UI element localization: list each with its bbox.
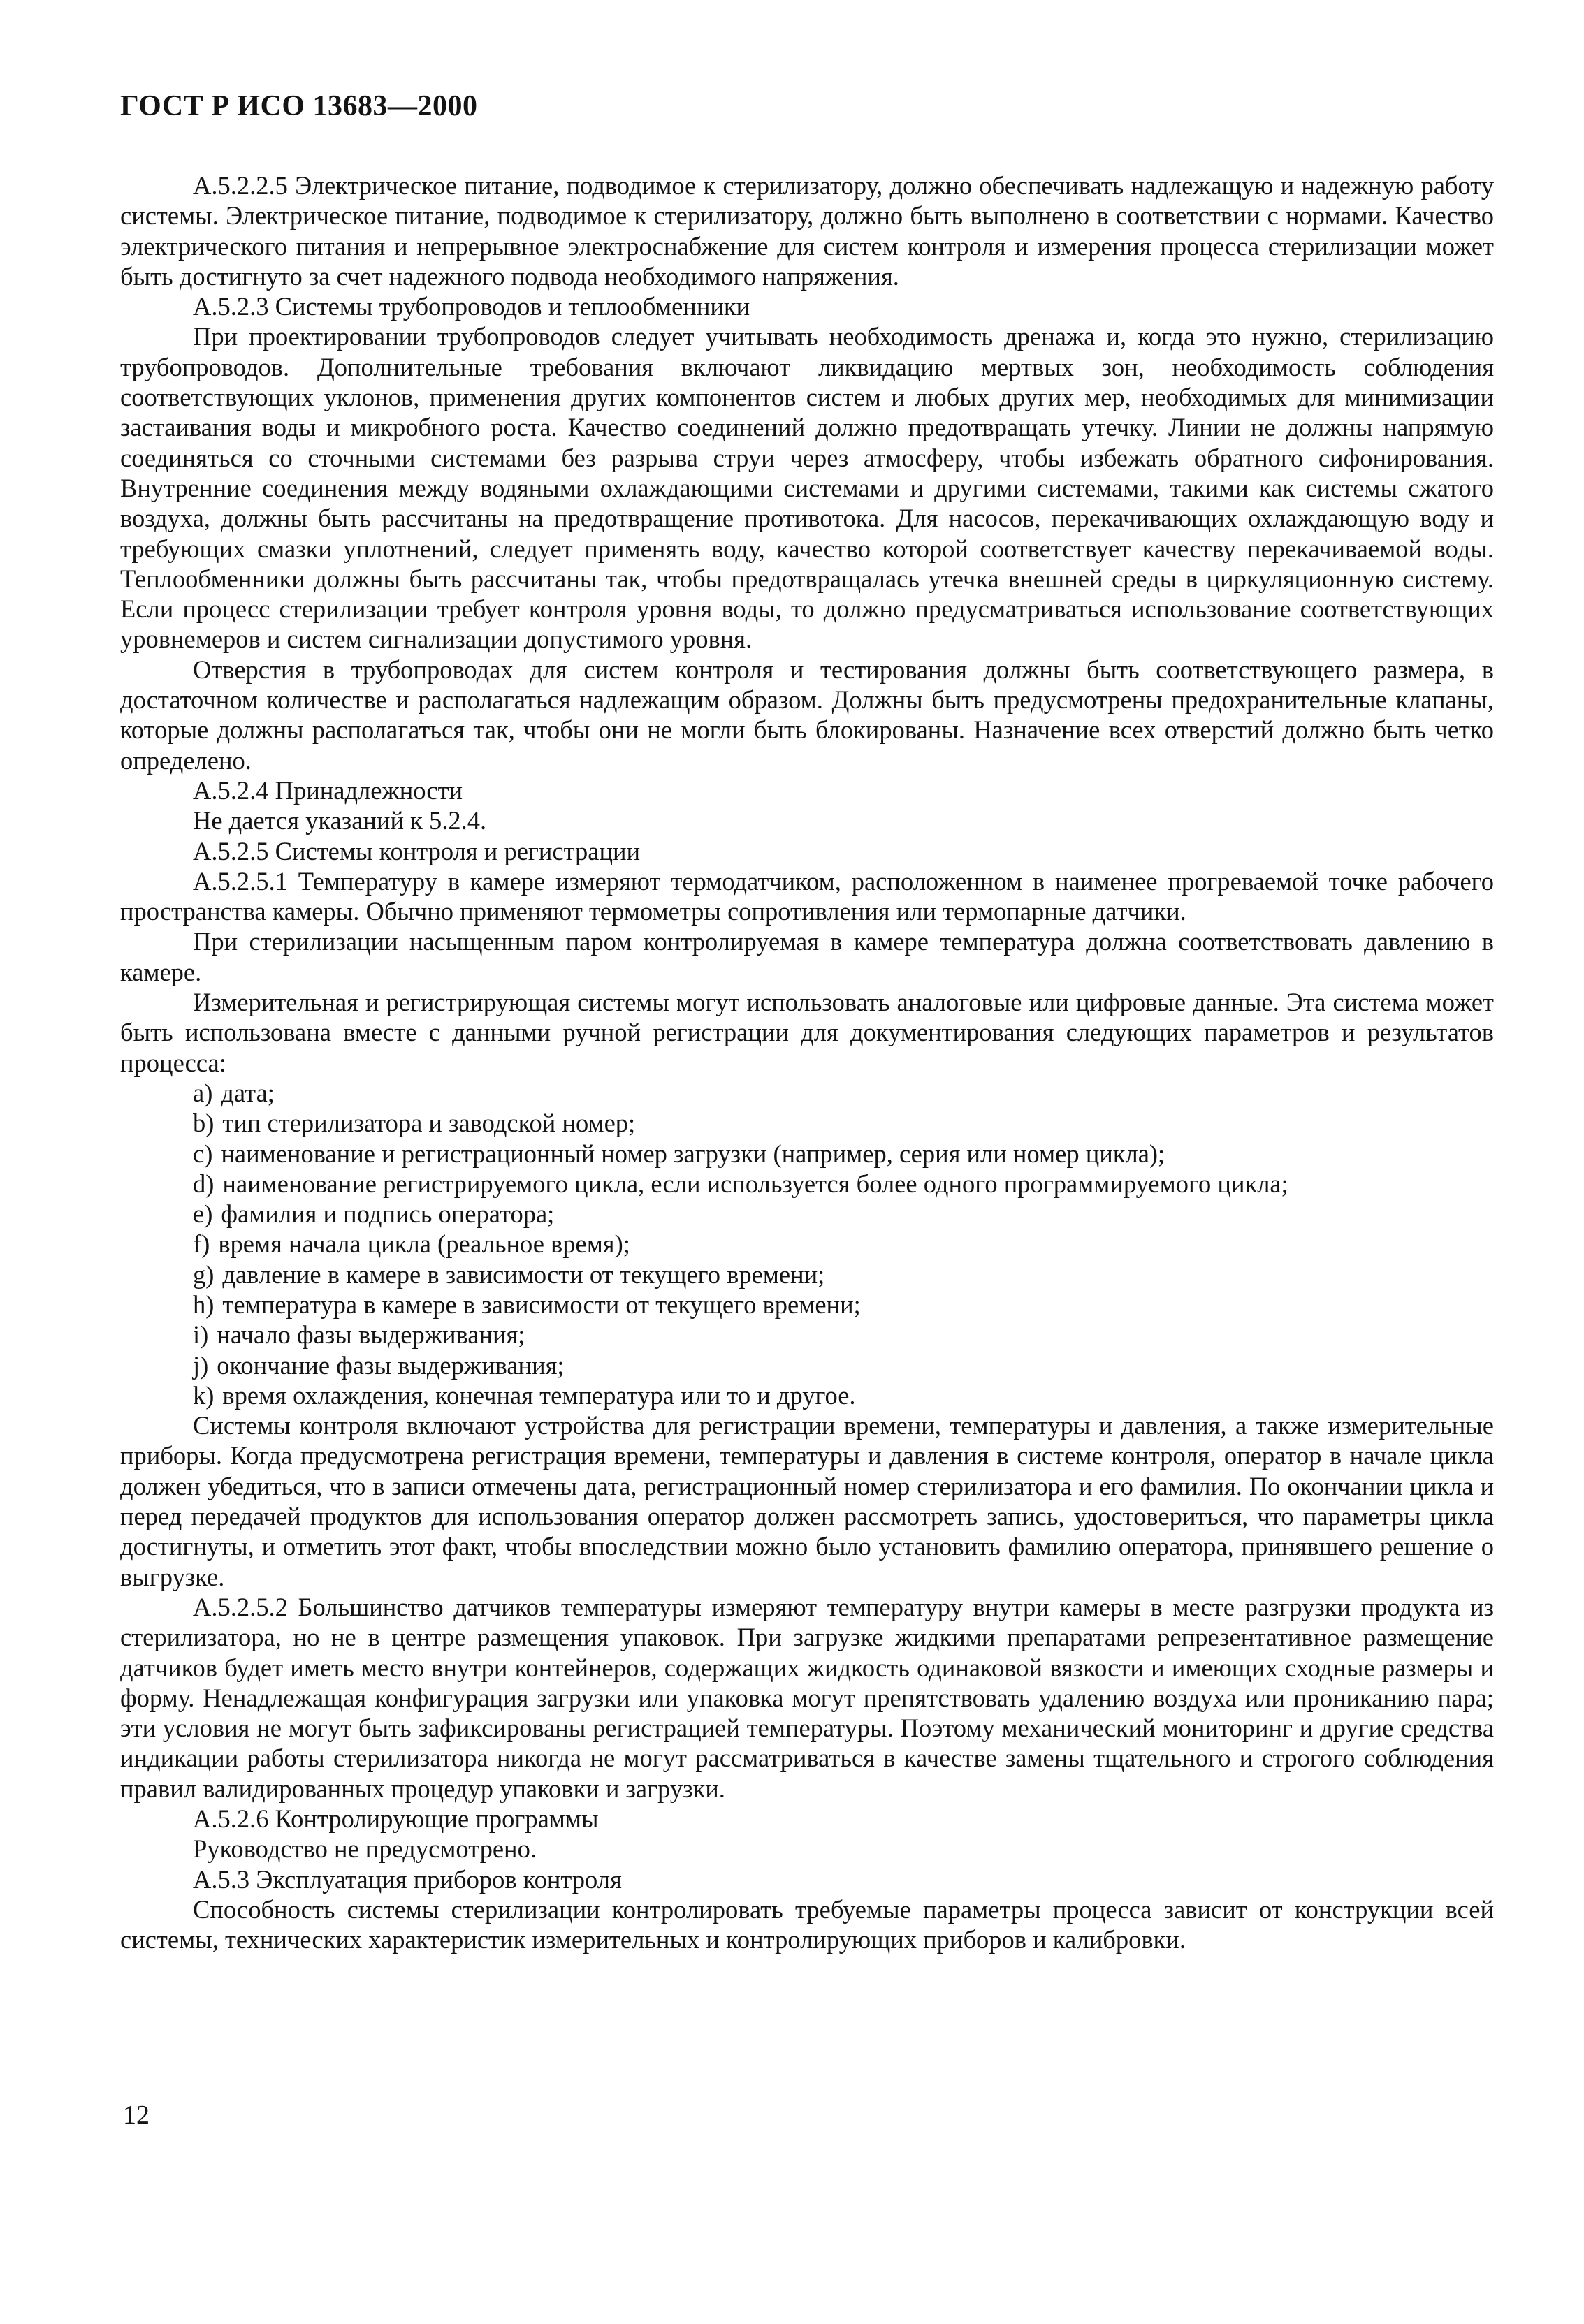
list-item-label: j)	[193, 1350, 209, 1380]
list-item-label: g)	[193, 1259, 215, 1289]
list-item-text: наименование и регистрационный номер загрузки (например, серия или номер цикла);	[221, 1139, 1165, 1168]
paragraphs-after-list	[120, 1410, 1494, 1954]
list-item-text: тип стерилизатора и заводской номер;	[222, 1109, 636, 1138]
list-item-label: c)	[193, 1139, 213, 1168]
list-item-text: дата;	[221, 1078, 275, 1107]
parameter-list	[120, 1078, 1494, 1410]
list-item	[120, 1169, 1494, 1199]
document-body	[120, 170, 1494, 1955]
paragraph: А.5.2.2.5 Электрическое питание, подводимое к стерилизатору, должно обеспечивать надлежащую и надежную работу системы. Электрическое питание, подводимое к стерилизатору, должно быть выполнено в соответствии с нормами. Качество электрического питания и непрерывное электроснабжение для систем контроля и измерения процесса стерилизации может быть достигнуто за счет надежного подвода необходимого напряжения.	[120, 171, 1494, 291]
list-item-label: a)	[193, 1078, 213, 1107]
section-heading: А.5.2.6 Контролирующие программы	[193, 1804, 599, 1834]
list-item-text: окончание фазы выдерживания;	[217, 1350, 565, 1380]
paragraph: Способность системы стерилизации контролировать требуемые параметры процесса зависит от конструкции всей системы, технических характеристик измерительных и контролирующих приборов и калибровки.	[120, 1894, 1494, 1954]
list-item	[120, 1229, 1494, 1259]
section-heading: А.5.2.4 Принадлежности	[193, 775, 463, 805]
list-item	[120, 1380, 1494, 1410]
page-number: 12	[123, 2100, 150, 2130]
list-item-label: d)	[193, 1169, 215, 1198]
paragraph: Не дается указаний к 5.2.4.	[193, 806, 487, 835]
list-item	[120, 1078, 1494, 1108]
paragraph: А.5.2.5.2 Большинство датчиков температуры измеряют температуру внутри камеры в месте разгрузки продукта из стерилизатора, но не в центре размещения упаковок. При загрузке жидкими препаратами репрезентативное размещение датчиков будет иметь место внутри контейнеров, содержащих жидкость одинаковой вязкости и имеющих сходные размеры и форму. Ненадлежащая конфигурация загрузки или упаковка могут препятствовать удалению воздуха или прониканию пара; эти условия не могут быть зафиксированы регистрацией температуры. Поэтому механический мониторинг и другие средства индикации работы стерилизатора никогда не могут рассматриваться в качестве замены тщательного и строгого соблюдения правил валидированных процедур упаковки и загрузки.	[120, 1592, 1494, 1803]
section-heading: А.5.3 Эксплуатация приборов контроля	[193, 1864, 622, 1894]
list-item-label: e)	[193, 1199, 213, 1229]
list-item-text: температура в камере в зависимости от текущего времени;	[222, 1289, 861, 1319]
list-item	[120, 1320, 1494, 1350]
paragraph: А.5.2.5.1 Температуру в камере измеряют термодатчиком, расположенном в наименее прогреваемой точке рабочего пространства камеры. Обычно применяют термометры сопротивления или термопарные датчики.	[120, 866, 1494, 926]
paragraph: Системы контроля включают устройства для регистрации времени, температуры и давления, а также измерительные приборы. Когда предусмотрена регистрация времени, температуры и давления в системе контроля, оператор в начале цикла должен убедиться, что в записи отмечены дата, регистрационный номер стерилизатора и его фамилия. По окончании цикла и перед передачей продуктов для использования оператор должен рассмотреть запись, удостовериться, что параметры цикла достигнуты, и отметить этот факт, чтобы впоследствии можно было установить фамилию оператора, принявшего решение о выгрузке.	[120, 1411, 1494, 1591]
paragraph: Руководство не предусмотрено.	[193, 1834, 537, 1864]
list-item	[120, 1108, 1494, 1138]
list-item-text: начало фазы выдерживания;	[217, 1320, 525, 1350]
list-item-label: f)	[193, 1229, 210, 1259]
list-item-label: k)	[193, 1380, 215, 1410]
document-header	[120, 89, 478, 123]
list-item-text: давление в камере в зависимости от текущего времени;	[222, 1259, 825, 1289]
list-item-text: время охлаждения, конечная температура или то и другое.	[222, 1380, 856, 1410]
list-item-label: i)	[193, 1320, 209, 1350]
list-item-text: фамилия и подпись оператора;	[221, 1199, 555, 1229]
list-item	[120, 1350, 1494, 1380]
section-heading: А.5.2.5 Системы контроля и регистрации	[193, 836, 641, 865]
paragraphs-before-list	[120, 170, 1494, 1078]
list-item	[120, 1139, 1494, 1169]
list-item-label: h)	[193, 1289, 215, 1319]
paragraph: Отверстия в трубопроводах для систем контроля и тестирования должны быть соответствующего размера, в достаточном количестве и располагаться надлежащим образом. Должны быть предусмотрены предохранительные клапаны, которые должны располагаться так, чтобы они не могли быть блокированы. Назначение всех отверстий должно быть четко определено.	[120, 655, 1494, 775]
standard-title: ГОСТ Р ИСО 13683—2000	[120, 90, 478, 122]
paragraph: При проектировании трубопроводов следует учитывать необходимость дренажа и, когда это нужно, стерилизацию трубопроводов. Дополнительные требования включают ликвидацию мертвых зон, необходимость соблюдения соответствующих уклонов, применения других компонентов систем и любых других мер, необходимых для минимизации застаивания воды и микробного роста. Качество соединений должно предотвращать утечку. Линии не должны напрямую соединяться со сточными системами без разрыва струи через атмосферу, чтобы избежать обратного сифонирования. Внутренние соединения между водяными охлаждающими системами и другими системами, такими как системы сжатого воздуха, должны быть рассчитаны на предотвращение противотока. Для насосов, перекачивающих охлаждающую воду и требующих смазки уплотнений, следует применять воду, качество которой соответствует качеству перекачиваемой воды. Теплообменники должны быть рассчитаны так, чтобы предотвращалась утечка внешней среды в циркуляционную систему. Если процесс стерилизации требует контроля уровня воды, то должно предусматриваться использование соответствующих уровнемеров и систем сигнализации допустимого уровня.	[120, 322, 1494, 654]
paragraph: При стерилизации насыщенным паром контролируемая в камере температура должна соответствовать давлению в камере.	[120, 927, 1494, 986]
paragraph: Измерительная и регистрирующая системы могут использовать аналоговые или цифровые данные. Эта система может быть использована вместе с данными ручной регистрации для документирования следующих параметров и результатов процесса:	[120, 988, 1494, 1077]
list-item	[120, 1259, 1494, 1289]
section-heading: А.5.2.3 Системы трубопроводов и теплообменники	[193, 292, 750, 321]
list-item-text: время начала цикла (реальное время);	[218, 1229, 630, 1259]
list-item	[120, 1289, 1494, 1320]
list-item-text: наименование регистрируемого цикла, если используется более одного программируемого цикла;	[222, 1169, 1288, 1198]
list-item	[120, 1199, 1494, 1229]
list-item-label: b)	[193, 1109, 215, 1138]
